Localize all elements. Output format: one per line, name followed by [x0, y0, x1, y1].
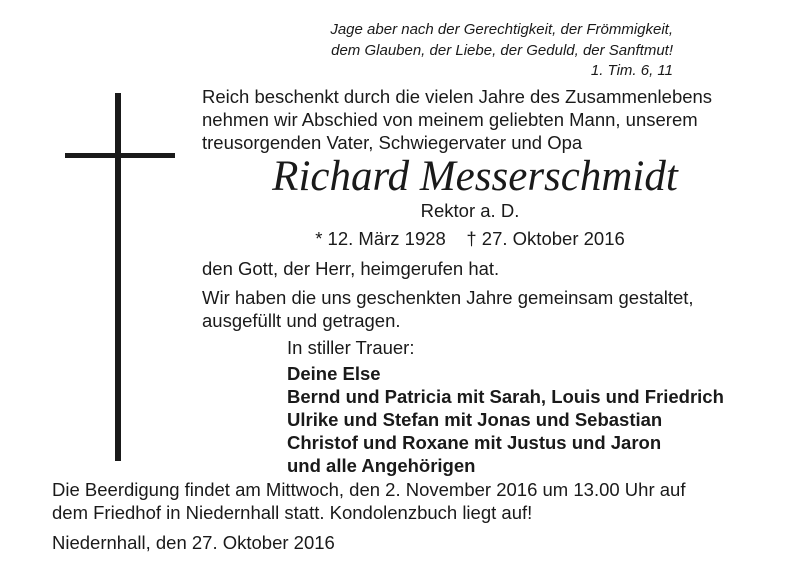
mourner-line: und alle Angehörigen	[287, 455, 476, 476]
intro-line: treusorgenden Vater, Schwiegervater und Opa	[202, 132, 583, 153]
mourner-line: Deine Else	[287, 363, 381, 384]
intro-line: nehmen wir Abschied von meinem geliebten Mann, unserem	[202, 109, 698, 130]
quote-line: dem Glauben, der Liebe, der Geduld, der Sanftmut!	[331, 42, 673, 59]
mourner-line: Ulrike und Stefan mit Jonas und Sebastian	[287, 409, 663, 430]
place-date: Niedernhall, den 27. Oktober 2016	[52, 532, 335, 553]
mourners-heading: In stiller Trauer:	[287, 337, 415, 358]
mourner-line: Christof und Roxane mit Justus und Jaron	[287, 432, 662, 453]
mourner-line: Bernd und Patricia mit Sarah, Louis und Friedrich	[287, 386, 724, 407]
deceased-name: Richard Messerschmidt	[272, 153, 678, 200]
intro-line: Reich beschenkt durch die vielen Jahre des Zusammenlebens	[202, 86, 713, 107]
cross-vertical-bar	[115, 93, 121, 461]
quote-line: Jage aber nach der Gerechtigkeit, der Frömmigkeit,	[330, 21, 673, 38]
deceased-dates: * 12. März 1928 † 27. Oktober 2016	[315, 228, 625, 249]
funeral-line: dem Friedhof in Niedernhall statt. Kondolenzbuch liegt auf!	[52, 502, 533, 523]
deceased-title: Rektor a. D.	[420, 200, 520, 221]
funeral-line: Die Beerdigung findet am Mittwoch, den 2. November 2016 um 13.00 Uhr auf	[52, 479, 686, 500]
quote-reference: 1. Tim. 6, 11	[590, 62, 673, 79]
memory-line: Wir haben die uns geschenkten Jahre gemeinsam gestaltet,	[202, 287, 694, 308]
memory-line: ausgefüllt und getragen.	[202, 310, 401, 331]
after-name-text: den Gott, der Herr, heimgerufen hat.	[202, 258, 500, 279]
